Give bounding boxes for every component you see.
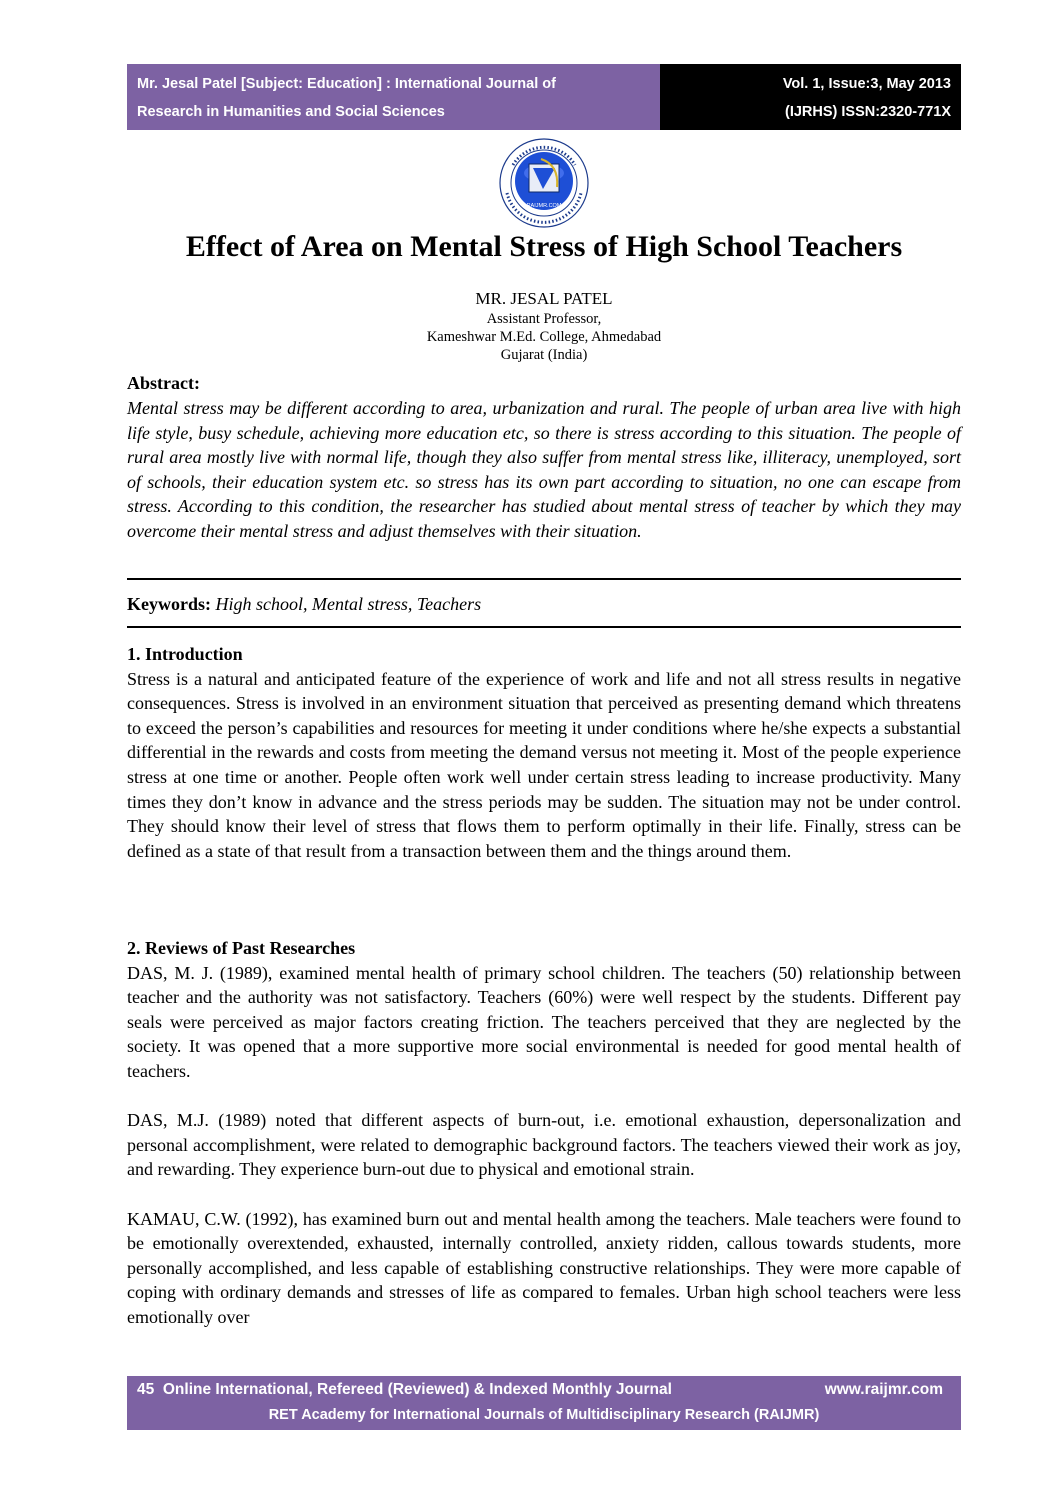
paper-title: Effect of Area on Mental Stress of High School Teachers — [185, 230, 903, 263]
journal-header-left — [127, 64, 660, 130]
author-location: Gujarat (India) — [500, 347, 588, 363]
header-journal-line-1: Mr. Jesal Patel [Subject: Education] : International Journal of — [137, 76, 556, 92]
introduction-paragraph: Stress is a natural and anticipated feature of the experience of work and life and not all stress results in negative consequences. Stress is involved in an environment situation that perceived as presenting demand which threatens to exceed the person’s capabilities and resources for meeting it under conditions where he/she expects a substantial differential in the rewards and costs from meeting the demand versus not meeting it. Most of the people experience stress at one time or another. People often work well under certain stress leading to increase productivity. Many times they don’t know in advance and the stress periods may be sudden. The situation may not be under control. They should know their level of stress that flows them to perform optimally in their life. Finally, stress can be defined as a state of that result from a transaction between them and the things around them. — [127, 668, 961, 861]
review-paragraph: DAS, M.J. (1989) noted that different aspects of burn-out, i.e. emotional exhaustion, depersonalization and personal accomplishment, were related to demographic background factors. The teachers viewed their work as joy, and rewarding. They experience burn-out due to physical and emotional strain. — [127, 1110, 961, 1180]
journal-footer — [127, 1376, 961, 1430]
footer-academy-line: RET Academy for International Journals of Multidisciplinary Research (RAIJMR) — [268, 1407, 820, 1423]
header-volume-issue: Vol. 1, Issue:3, May 2013 — [782, 76, 951, 92]
keywords-value: High school, Mental stress, Teachers — [215, 594, 482, 614]
author-college: Kameshwar M.Ed. College, Ahmedabad — [426, 329, 662, 345]
keywords-label: Keywords: — [127, 594, 211, 614]
keywords-line — [127, 592, 961, 616]
journal-logo-icon — [489, 137, 599, 229]
author-block — [127, 288, 961, 364]
abstract-text: Mental stress may be different according to area, urbanization and rural. The people of urban area live with high life style, busy schedule, achieving more education etc, so there is stress according to this situation. The people of rural area mostly live with normal life, though they also suffer from mental stress like, illiteracy, unemployed, sort of schools, their education system etc. so stress has its own part according to situation, no one can escape from stress. According to this condition, the researcher has studied about mental stress of teacher by which they may overcome their mental stress and adjust themselves with their situation. — [127, 398, 961, 541]
reviews-section — [127, 936, 961, 1330]
journal-header-right — [660, 64, 961, 130]
author-position: Assistant Professor, — [486, 311, 602, 327]
divider-rule — [127, 626, 961, 628]
footer-journal-line — [137, 1379, 672, 1401]
header-journal-line-2: Research in Humanities and Social Sciences — [137, 104, 445, 120]
introduction-section — [127, 642, 961, 863]
abstract-heading: Abstract: — [127, 373, 200, 393]
logo-center-text: RAIJMR.COM — [526, 203, 562, 209]
reviews-heading: 2. Reviews of Past Researches — [127, 938, 356, 958]
review-paragraph: KAMAU, C.W. (1992), has examined burn out and mental health among the teachers. Male teachers were found to be emotionally overextended, exhausted, internally controlled, anxiety ridden, callous towards students, more personally accomplished, and less capable of establishing constructive relationships. They were more capable of coping with ordinary demands and stresses of life as compared to females. Urban high school teachers were less emotionally over — [127, 1208, 961, 1327]
divider-rule — [127, 578, 961, 580]
footer-website-link[interactable]: www.raijmr.com — [824, 1381, 943, 1398]
review-paragraph: DAS, M. J. (1989), examined mental health of primary school children. The teachers (50) relationship between teacher and the authority was not satisfactory. Teachers (60%) were well respect by the students. Different pay seals were perceived as major factors creating friction. The teachers perceived that they are neglected by the society. It was opened that a more supportive more social environmental is needed for good mental health of teachers. — [127, 962, 961, 1081]
introduction-heading: 1. Introduction — [127, 644, 243, 664]
page-number: 45 — [137, 1381, 155, 1398]
author-name: MR. JESAL PATEL — [475, 289, 613, 308]
footer-journal-description: Online International, Refereed (Reviewed) & Indexed Monthly Journal — [162, 1381, 672, 1398]
header-issn: (IJRHS) ISSN:2320-771X — [784, 104, 951, 120]
